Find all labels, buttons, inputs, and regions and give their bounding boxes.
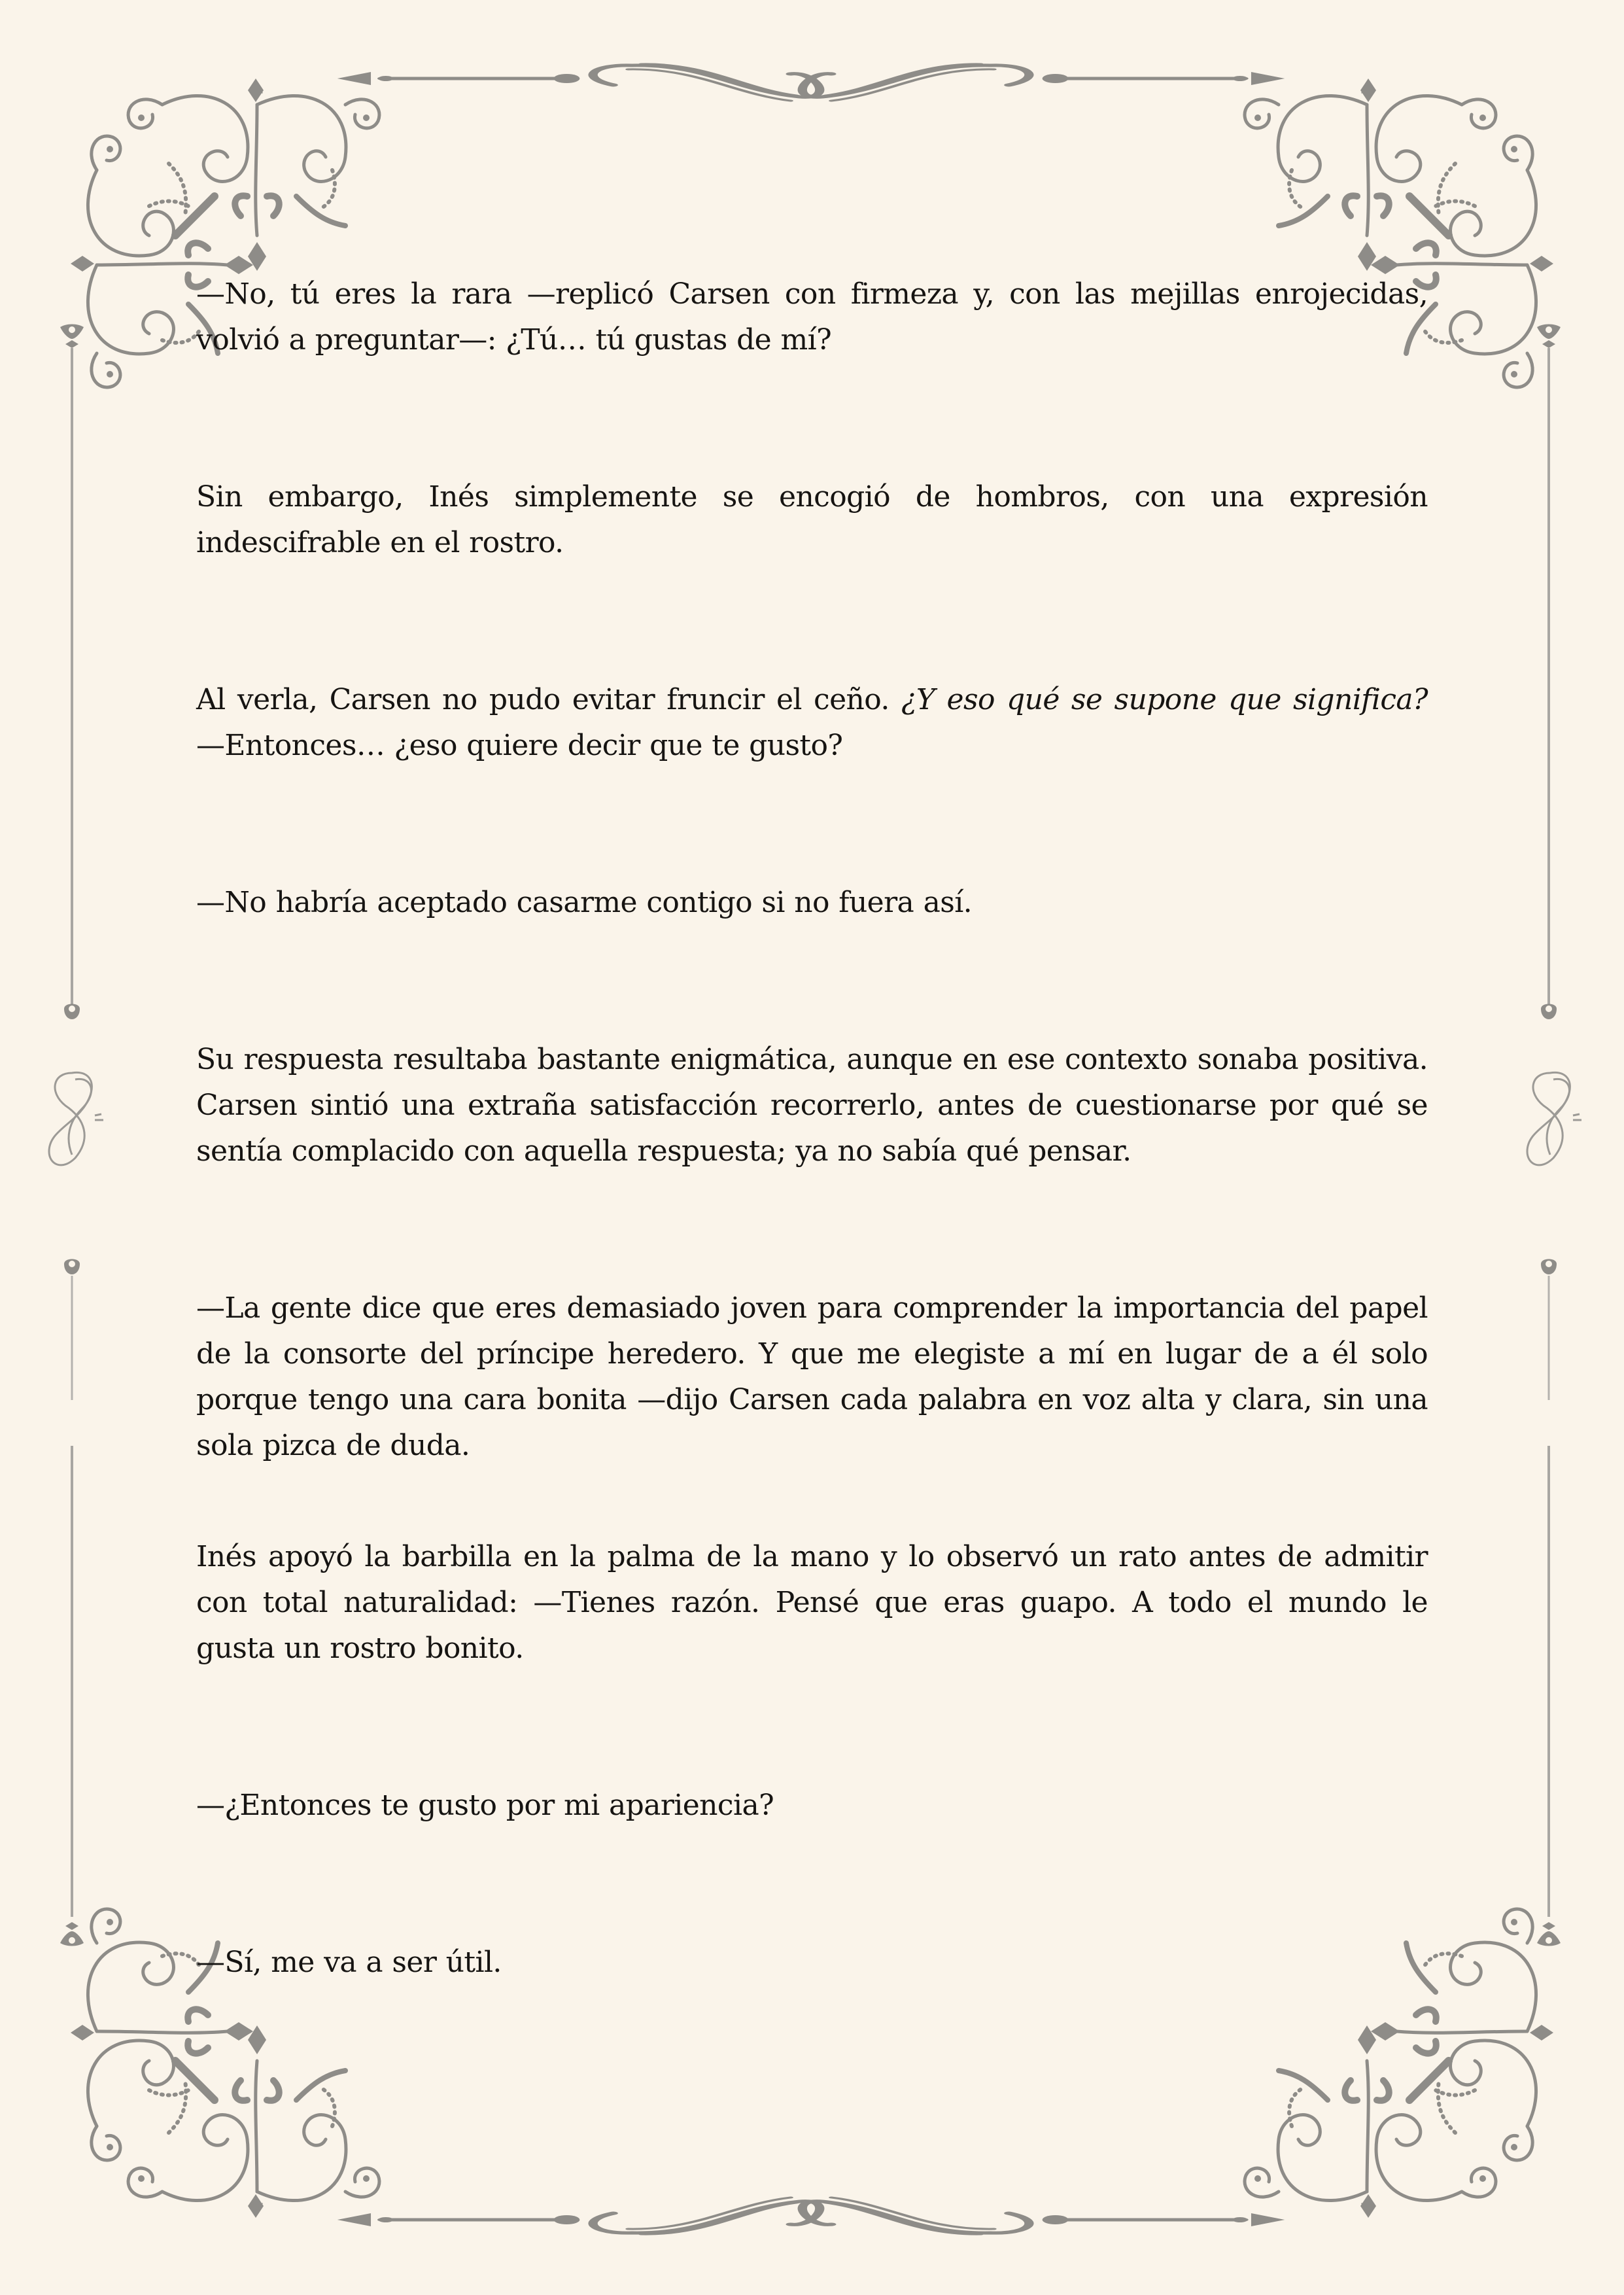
top-scroll-banner-icon bbox=[334, 38, 1288, 120]
paragraph: Sin embargo, Inés simplemente se encogió de hombros, con una expresión indescifrable en el rostro. bbox=[196, 480, 1428, 559]
paragraph: —No habría aceptado casarme contigo si no fuera así. bbox=[196, 886, 973, 919]
paragraph: —La gente dice que eres demasiado joven para comprender la importancia del papel de la consorte del príncipe heredero. Y que me elegiste a mí en lugar de a él solo porque tengo una cara bonita —dijo Carsen cada palabra en voz alta y clara, sin una sola pizca de duda. bbox=[196, 1291, 1428, 1462]
paragraph-text: —Entonces… ¿eso quiere decir que te gusto? bbox=[196, 729, 843, 762]
paragraph: Su respuesta resultaba bastante enigmática, aunque en ese contexto sonaba positiva. Carsen sintió una extraña satisfacción recorrerlo, antes de cuestionarse por qué se sentía complacido con aquella respuesta; ya no sabía qué pensar. bbox=[196, 1043, 1428, 1168]
paragraph: —Sí, me va a ser útil. bbox=[196, 1946, 502, 1979]
paragraph bbox=[196, 677, 1428, 769]
left-infinity-knot-icon bbox=[46, 1066, 111, 1178]
paragraph: —¿Entonces te gusto por mi apariencia? bbox=[196, 1789, 774, 1822]
right-infinity-knot-icon bbox=[1524, 1066, 1589, 1178]
bottom-scroll-banner-icon bbox=[334, 2179, 1288, 2260]
paragraph-text: Al verla, Carsen no pudo evitar fruncir el ceño. bbox=[196, 683, 901, 716]
italic-thought: ¿Y eso qué se supone que significa? bbox=[901, 683, 1428, 716]
paragraph: Inés apoyó la barbilla en la palma de la mano y lo observó un rato antes de admitir con total naturalidad: —Tienes razón. Pensé que eras guapo. A todo el mundo le gusta un rostro bonito. bbox=[196, 1540, 1428, 1665]
paragraph: —No, tú eres la rara —replicó Carsen con firmeza y, con las mejillas enrojecidas, volvió a preguntar—: ¿Tú… tú gustas de mí? bbox=[196, 277, 1428, 357]
